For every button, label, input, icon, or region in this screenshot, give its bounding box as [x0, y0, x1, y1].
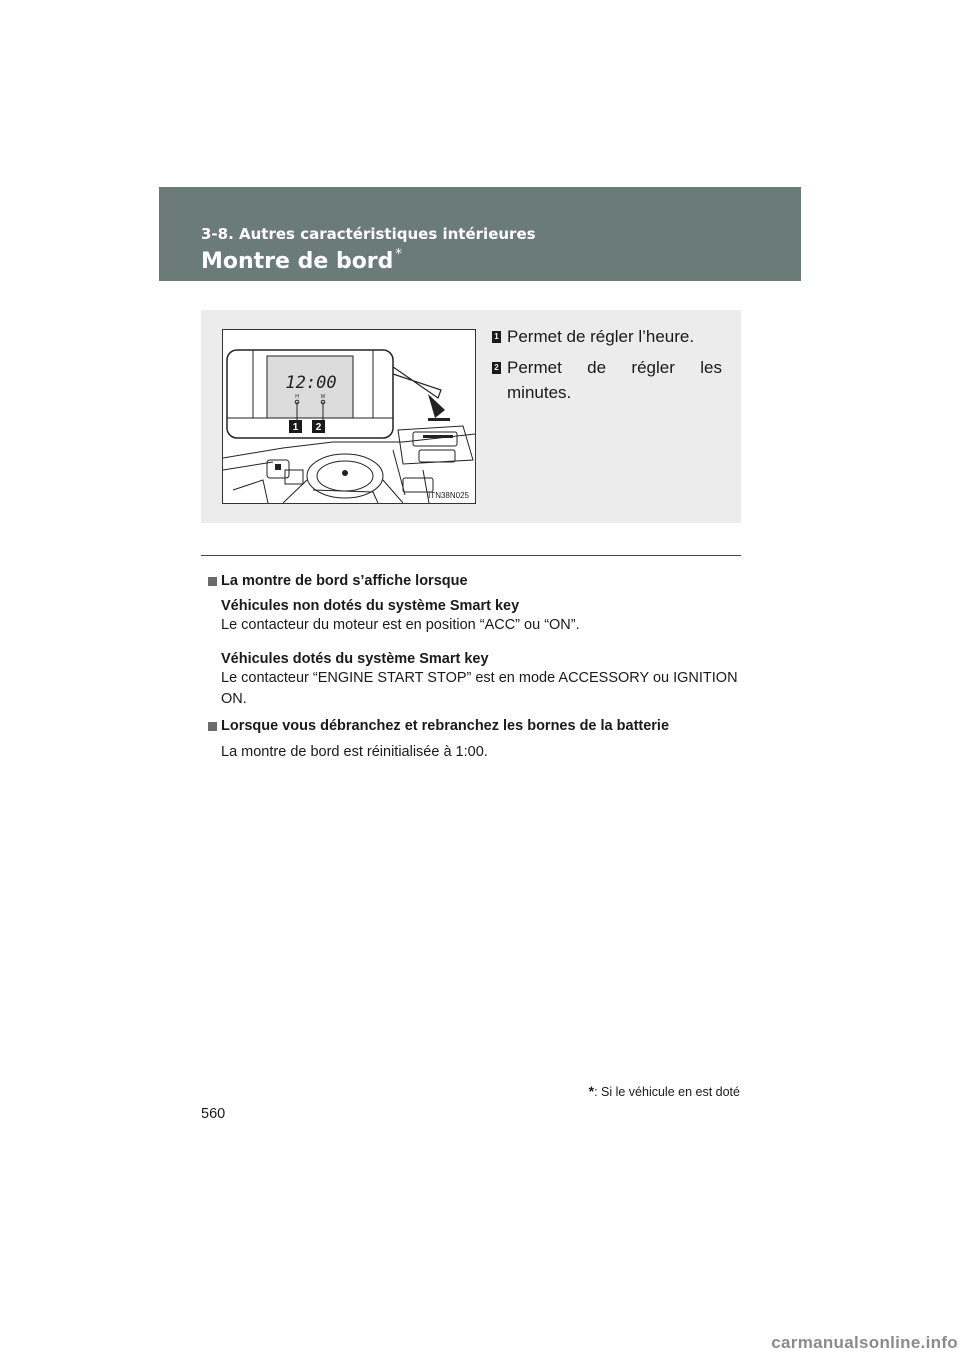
dashboard-illustration: [222, 329, 476, 504]
note-text: Le contacteur du moteur est en position “ACC” ou “ON”.: [221, 617, 580, 633]
figure-legend: [492, 324, 722, 405]
dashboard-drawing: [223, 330, 475, 503]
legend-badge-1: 1: [492, 331, 501, 343]
illustration-code: ITN38N025: [428, 491, 469, 500]
note-subheading: Véhicules dotés du système Smart key: [221, 651, 489, 667]
square-bullet-icon: [208, 577, 217, 586]
minute-button-label: M: [320, 394, 326, 400]
watermark: carmanualsonline.info: [771, 1333, 958, 1352]
note-heading-text: La montre de bord s’affiche lorsque: [221, 573, 468, 589]
page-title: [201, 247, 402, 274]
clock-display: 12:00: [285, 373, 337, 393]
note-heading-text: Lorsque vous débranchez et rebranchez les bornes de la batterie: [221, 718, 670, 734]
note-heading-display: [208, 573, 740, 589]
callout-1: 1: [292, 422, 299, 433]
legend-text-hour: Permet de régler l’heure.: [507, 327, 695, 346]
section-divider: [201, 555, 741, 556]
notes-section: [208, 573, 740, 763]
note-body-battery: [208, 742, 740, 763]
callout-2: 2: [315, 422, 322, 433]
section-label: 3-8. Autres caractéristiques intérieures: [201, 225, 536, 243]
note-heading-battery: [208, 718, 740, 734]
legend-text-minute: Permet de régler les minutes.: [507, 358, 722, 402]
footnote: [589, 1083, 740, 1099]
note-body-display: [208, 597, 740, 710]
note-text: La montre de bord est réinitialisée à 1:00.: [221, 744, 488, 760]
figure-panel: [201, 310, 741, 523]
square-bullet-icon: [208, 722, 217, 731]
asterisk-icon: *: [588, 1083, 595, 1099]
hour-button-label: H: [295, 394, 299, 400]
legend-item-hour: [492, 324, 722, 349]
legend-badge-2: 2: [492, 362, 501, 374]
note-text: Le contacteur “ENGINE START STOP” est en mode ACCESSORY ou IGNITION ON.: [221, 670, 738, 707]
footnote-text: : Si le véhicule en est doté: [594, 1085, 740, 1099]
title-asterisk: *: [395, 247, 402, 262]
legend-item-minute: [492, 355, 722, 405]
page-number: 560: [201, 1106, 226, 1122]
page-title-text: Montre de bord: [201, 249, 394, 274]
note-subheading: Véhicules non dotés du système Smart key: [221, 598, 520, 614]
section-header: [159, 187, 801, 281]
